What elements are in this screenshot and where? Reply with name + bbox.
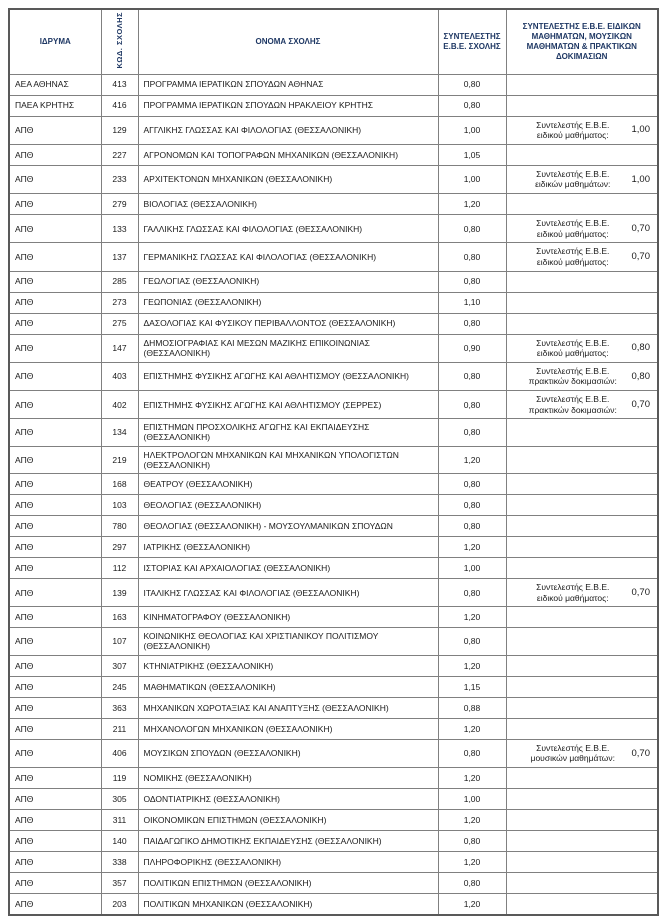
table-row bbox=[9, 215, 658, 243]
school-name-cell: ΜΗΧΑΝΟΛΟΓΩΝ ΜΗΧΑΝΙΚΩΝ (ΘΕΣΣΑΛΟΝΙΚΗ) bbox=[138, 718, 438, 739]
special-coefficient-wrap bbox=[512, 394, 653, 415]
institution-cell: ΑΠΘ bbox=[9, 334, 101, 362]
ebe-school-coefficient-cell: 1,20 bbox=[438, 446, 506, 473]
school-name-cell: ΓΕΩΠΟΝΙΑΣ (ΘΕΣΣΑΛΟΝΙΚΗ) bbox=[138, 292, 438, 313]
ebe-school-coefficient-cell: 1,20 bbox=[438, 655, 506, 676]
table-body bbox=[9, 74, 658, 915]
institution-cell: ΑΠΘ bbox=[9, 809, 101, 830]
school-name-cell: ΘΕΑΤΡΟΥ (ΘΕΣΣΑΛΟΝΙΚΗ) bbox=[138, 474, 438, 495]
table-row bbox=[9, 165, 658, 193]
special-coefficient-label: Συντελεστής Ε.Β.Ε. ειδικού μαθήματος: bbox=[536, 582, 610, 603]
header-school-name-label: ΟΝΟΜΑ ΣΧΟΛΗΣ bbox=[255, 36, 321, 46]
school-code-cell: 133 bbox=[101, 215, 138, 243]
school-name-cell: ΟΔΟΝΤΙΑΤΡΙΚΗΣ (ΘΕΣΣΑΛΟΝΙΚΗ) bbox=[138, 788, 438, 809]
ebe-special-coefficient-cell bbox=[506, 313, 658, 334]
header-institution bbox=[9, 9, 101, 74]
school-name-cell: ΜΑΘΗΜΑΤΙΚΩΝ (ΘΕΣΣΑΛΟΝΙΚΗ) bbox=[138, 676, 438, 697]
table-row bbox=[9, 607, 658, 628]
institution-cell: ΑΠΘ bbox=[9, 628, 101, 655]
special-coefficient-label: Συντελεστής Ε.Β.Ε. μουσικών μαθημάτων: bbox=[530, 742, 615, 764]
school-name-cell: ΓΕΡΜΑΝΙΚΗΣ ΓΛΩΣΣΑΣ ΚΑΙ ΦΙΛΟΛΟΓΙΑΣ (ΘΕΣΣΑΛΟΝΙΚΗ) bbox=[138, 243, 438, 271]
ebe-special-coefficient-cell bbox=[506, 809, 658, 830]
ebe-special-coefficient-cell bbox=[506, 495, 658, 516]
ebe-school-coefficient-cell: 0,80 bbox=[438, 495, 506, 516]
ebe-school-coefficient-cell: 0,80 bbox=[438, 95, 506, 116]
special-coefficient-value: 0,70 bbox=[631, 747, 650, 759]
institution-cell: ΑΠΘ bbox=[9, 165, 101, 193]
institution-cell: ΑΠΘ bbox=[9, 243, 101, 271]
header-school-name bbox=[138, 9, 438, 74]
special-coefficient-value: 0,70 bbox=[631, 586, 650, 598]
school-name-cell: ΠΡΟΓΡΑΜΜΑ ΙΕΡΑΤΙΚΩΝ ΣΠΟΥΔΩΝ ΗΡΑΚΛΕΙΟΥ ΚΡΗΤΗΣ bbox=[138, 95, 438, 116]
table-row bbox=[9, 446, 658, 473]
school-code-cell: 227 bbox=[101, 144, 138, 165]
special-coefficient-value: 0,70 bbox=[631, 398, 650, 410]
school-code-cell: 307 bbox=[101, 655, 138, 676]
institution-cell: ΑΠΘ bbox=[9, 718, 101, 739]
table-row bbox=[9, 474, 658, 495]
school-code-cell: 279 bbox=[101, 194, 138, 215]
school-code-cell: 103 bbox=[101, 495, 138, 516]
ebe-special-coefficient-cell bbox=[506, 893, 658, 915]
ebe-special-coefficient-cell bbox=[506, 362, 658, 390]
table-row bbox=[9, 739, 658, 767]
ebe-special-coefficient-cell bbox=[506, 830, 658, 851]
special-coefficient-wrap bbox=[512, 366, 653, 387]
ebe-special-coefficient-cell bbox=[506, 446, 658, 473]
special-coefficient-label: Συντελεστής Ε.Β.Ε. ειδικού μαθήματος: bbox=[536, 119, 610, 141]
school-code-cell: 211 bbox=[101, 718, 138, 739]
special-coefficient-label: Συντελεστής Ε.Β.Ε. ειδικού μαθήματος: bbox=[536, 246, 610, 267]
ebe-special-coefficient-cell bbox=[506, 537, 658, 558]
institution-cell: ΑΠΘ bbox=[9, 655, 101, 676]
table-row bbox=[9, 495, 658, 516]
ebe-special-coefficient-cell bbox=[506, 788, 658, 809]
school-code-cell: 129 bbox=[101, 116, 138, 144]
table-row bbox=[9, 676, 658, 697]
ebe-special-coefficient-cell bbox=[506, 391, 658, 419]
ebe-school-coefficient-cell: 0,80 bbox=[438, 243, 506, 271]
school-name-cell: ΜΟΥΣΙΚΩΝ ΣΠΟΥΔΩΝ (ΘΕΣΣΑΛΟΝΙΚΗ) bbox=[138, 739, 438, 767]
school-name-cell: ΒΙΟΛΟΓΙΑΣ (ΘΕΣΣΑΛΟΝΙΚΗ) bbox=[138, 194, 438, 215]
school-code-cell: 275 bbox=[101, 313, 138, 334]
table-row bbox=[9, 788, 658, 809]
school-name-cell: ΕΠΙΣΤΗΜΗΣ ΦΥΣΙΚΗΣ ΑΓΩΓΗΣ ΚΑΙ ΑΘΛΗΤΙΣΜΟΥ (ΣΕΡΡΕΣ) bbox=[138, 391, 438, 419]
ebe-special-coefficient-cell bbox=[506, 516, 658, 537]
school-code-cell: 168 bbox=[101, 474, 138, 495]
school-name-cell: ΕΠΙΣΤΗΜΩΝ ΠΡΟΣΧΟΛΙΚΗΣ ΑΓΩΓΗΣ ΚΑΙ ΕΚΠΑΙΔΕΥΣΗΣ (ΘΕΣΣΑΛΟΝΙΚΗ) bbox=[138, 419, 438, 446]
ebe-special-coefficient-cell bbox=[506, 144, 658, 165]
table-row bbox=[9, 893, 658, 915]
institution-cell: ΑΠΘ bbox=[9, 313, 101, 334]
table-row bbox=[9, 516, 658, 537]
institution-cell: ΑΠΘ bbox=[9, 362, 101, 390]
ebe-special-coefficient-cell bbox=[506, 116, 658, 144]
special-coefficient-wrap bbox=[512, 338, 653, 359]
school-name-cell: ΘΕΟΛΟΓΙΑΣ (ΘΕΣΣΑΛΟΝΙΚΗ) - ΜΟΥΣΟΥΛΜΑΝΙΚΩΝ ΣΠΟΥΔΩΝ bbox=[138, 516, 438, 537]
institution-cell: ΑΕΑ ΑΘΗΝΑΣ bbox=[9, 74, 101, 95]
ebe-school-coefficient-cell: 0,80 bbox=[438, 474, 506, 495]
institution-cell: ΑΠΘ bbox=[9, 537, 101, 558]
special-coefficient-wrap bbox=[512, 582, 653, 603]
header-institution-label: ΙΔΡΥΜΑ bbox=[39, 36, 71, 46]
school-name-cell: ΔΑΣΟΛΟΓΙΑΣ ΚΑΙ ΦΥΣΙΚΟΥ ΠΕΡΙΒΑΛΛΟΝΤΟΣ (ΘΕΣΣΑΛΟΝΙΚΗ) bbox=[138, 313, 438, 334]
school-name-cell: ΓΑΛΛΙΚΗΣ ΓΛΩΣΣΑΣ ΚΑΙ ΦΙΛΟΛΟΓΙΑΣ (ΘΕΣΣΑΛΟΝΙΚΗ) bbox=[138, 215, 438, 243]
ebe-school-coefficient-cell: 0,80 bbox=[438, 628, 506, 655]
ebe-school-coefficient-cell: 1,10 bbox=[438, 292, 506, 313]
institution-cell: ΑΠΘ bbox=[9, 116, 101, 144]
ebe-special-coefficient-cell bbox=[506, 74, 658, 95]
institution-cell: ΑΠΘ bbox=[9, 851, 101, 872]
ebe-school-coefficient-cell: 0,80 bbox=[438, 271, 506, 292]
school-name-cell: ΜΗΧΑΝΙΚΩΝ ΧΩΡΟΤΑΞΙΑΣ ΚΑΙ ΑΝΑΠΤΥΞΗΣ (ΘΕΣΣΑΛΟΝΙΚΗ) bbox=[138, 697, 438, 718]
school-code-cell: 134 bbox=[101, 419, 138, 446]
school-code-cell: 219 bbox=[101, 446, 138, 473]
table-row bbox=[9, 391, 658, 419]
institution-cell: ΑΠΘ bbox=[9, 391, 101, 419]
school-code-cell: 305 bbox=[101, 788, 138, 809]
institution-cell: ΑΠΘ bbox=[9, 292, 101, 313]
school-code-cell: 285 bbox=[101, 271, 138, 292]
school-code-cell: 140 bbox=[101, 830, 138, 851]
header-school-code-label: ΚΩΔ. ΣΧΟΛΗΣ bbox=[114, 12, 124, 69]
ebe-special-coefficient-cell bbox=[506, 419, 658, 446]
institution-cell: ΑΠΘ bbox=[9, 495, 101, 516]
ebe-special-coefficient-cell bbox=[506, 607, 658, 628]
institution-cell: ΑΠΘ bbox=[9, 194, 101, 215]
school-name-cell: ΠΟΛΙΤΙΚΩΝ ΕΠΙΣΤΗΜΩΝ (ΘΕΣΣΑΛΟΝΙΚΗ) bbox=[138, 872, 438, 893]
special-coefficient-wrap bbox=[512, 218, 653, 239]
school-code-cell: 163 bbox=[101, 607, 138, 628]
table-row bbox=[9, 697, 658, 718]
school-code-cell: 406 bbox=[101, 739, 138, 767]
ebe-school-coefficient-cell: 0,80 bbox=[438, 872, 506, 893]
header-ebe-special bbox=[506, 9, 658, 74]
institution-cell: ΑΠΘ bbox=[9, 558, 101, 579]
ebe-coefficients-table bbox=[8, 8, 659, 916]
institution-cell: ΑΠΘ bbox=[9, 697, 101, 718]
school-name-cell: ΚΙΝΗΜΑΤΟΓΡΑΦΟΥ (ΘΕΣΣΑΛΟΝΙΚΗ) bbox=[138, 607, 438, 628]
ebe-special-coefficient-cell bbox=[506, 194, 658, 215]
institution-cell: ΑΠΘ bbox=[9, 446, 101, 473]
special-coefficient-value: 0,70 bbox=[631, 251, 650, 263]
ebe-school-coefficient-cell: 1,05 bbox=[438, 144, 506, 165]
school-code-cell: 413 bbox=[101, 74, 138, 95]
ebe-special-coefficient-cell bbox=[506, 655, 658, 676]
ebe-special-coefficient-cell bbox=[506, 271, 658, 292]
school-name-cell: ΝΟΜΙΚΗΣ (ΘΕΣΣΑΛΟΝΙΚΗ) bbox=[138, 767, 438, 788]
institution-cell: ΠΑΕΑ ΚΡΗΤΗΣ bbox=[9, 95, 101, 116]
institution-cell: ΑΠΘ bbox=[9, 788, 101, 809]
table-row bbox=[9, 334, 658, 362]
ebe-special-coefficient-cell bbox=[506, 292, 658, 313]
special-coefficient-value: 0,80 bbox=[631, 342, 650, 354]
school-name-cell: ΠΛΗΡΟΦΟΡΙΚΗΣ (ΘΕΣΣΑΛΟΝΙΚΗ) bbox=[138, 851, 438, 872]
table-row bbox=[9, 851, 658, 872]
special-coefficient-wrap bbox=[512, 169, 653, 190]
ebe-school-coefficient-cell: 1,20 bbox=[438, 537, 506, 558]
school-name-cell: ΙΑΤΡΙΚΗΣ (ΘΕΣΣΑΛΟΝΙΚΗ) bbox=[138, 537, 438, 558]
institution-cell: ΑΠΘ bbox=[9, 271, 101, 292]
ebe-special-coefficient-cell bbox=[506, 243, 658, 271]
school-name-cell: ΔΗΜΟΣΙΟΓΡΑΦΙΑΣ ΚΑΙ ΜΕΣΩΝ ΜΑΖΙΚΗΣ ΕΠΙΚΟΙΝΩΝΙΑΣ (ΘΕΣΣΑΛΟΝΙΚΗ) bbox=[138, 334, 438, 362]
ebe-school-coefficient-cell: 1,20 bbox=[438, 809, 506, 830]
school-code-cell: 139 bbox=[101, 579, 138, 607]
special-coefficient-value: 1,00 bbox=[631, 124, 650, 136]
school-code-cell: 416 bbox=[101, 95, 138, 116]
ebe-school-coefficient-cell: 0,80 bbox=[438, 739, 506, 767]
school-name-cell: ΗΛΕΚΤΡΟΛΟΓΩΝ ΜΗΧΑΝΙΚΩΝ ΚΑΙ ΜΗΧΑΝΙΚΩΝ ΥΠΟΛΟΓΙΣΤΩΝ (ΘΕΣΣΑΛΟΝΙΚΗ) bbox=[138, 446, 438, 473]
school-name-cell: ΙΣΤΟΡΙΑΣ ΚΑΙ ΑΡΧΑΙΟΛΟΓΙΑΣ (ΘΕΣΣΑΛΟΝΙΚΗ) bbox=[138, 558, 438, 579]
school-code-cell: 137 bbox=[101, 243, 138, 271]
school-name-cell: ΑΡΧΙΤΕΚΤΟΝΩΝ ΜΗΧΑΝΙΚΩΝ (ΘΕΣΣΑΛΟΝΙΚΗ) bbox=[138, 165, 438, 193]
school-name-cell: ΙΤΑΛΙΚΗΣ ΓΛΩΣΣΑΣ ΚΑΙ ΦΙΛΟΛΟΓΙΑΣ (ΘΕΣΣΑΛΟΝΙΚΗ) bbox=[138, 579, 438, 607]
special-coefficient-value: 0,80 bbox=[631, 370, 650, 382]
school-code-cell: 357 bbox=[101, 872, 138, 893]
ebe-special-coefficient-cell bbox=[506, 851, 658, 872]
ebe-special-coefficient-cell bbox=[506, 579, 658, 607]
school-name-cell: ΚΟΙΝΩΝΙΚΗΣ ΘΕΟΛΟΓΙΑΣ ΚΑΙ ΧΡΙΣΤΙΑΝΙΚΟΥ ΠΟΛΙΤΙΣΜΟΥ (ΘΕΣΣΑΛΟΝΙΚΗ) bbox=[138, 628, 438, 655]
ebe-special-coefficient-cell bbox=[506, 739, 658, 767]
ebe-school-coefficient-cell: 0,80 bbox=[438, 391, 506, 419]
institution-cell: ΑΠΘ bbox=[9, 767, 101, 788]
table-row bbox=[9, 718, 658, 739]
ebe-school-coefficient-cell: 1,20 bbox=[438, 767, 506, 788]
institution-cell: ΑΠΘ bbox=[9, 676, 101, 697]
special-coefficient-wrap bbox=[512, 246, 653, 267]
ebe-school-coefficient-cell: 1,20 bbox=[438, 851, 506, 872]
ebe-school-coefficient-cell: 0,90 bbox=[438, 334, 506, 362]
institution-cell: ΑΠΘ bbox=[9, 419, 101, 446]
ebe-special-coefficient-cell bbox=[506, 558, 658, 579]
school-code-cell: 780 bbox=[101, 516, 138, 537]
ebe-school-coefficient-cell: 1,20 bbox=[438, 194, 506, 215]
ebe-school-coefficient-cell: 1,15 bbox=[438, 676, 506, 697]
school-code-cell: 311 bbox=[101, 809, 138, 830]
ebe-special-coefficient-cell bbox=[506, 474, 658, 495]
school-code-cell: 112 bbox=[101, 558, 138, 579]
table-row bbox=[9, 558, 658, 579]
special-coefficient-value: 1,00 bbox=[631, 173, 650, 185]
header-ebe-school-label: ΣΥΝΤΕΛΕΣΤΗΣ Ε.Β.Ε. ΣΧΟΛΗΣ bbox=[443, 31, 501, 51]
table-row bbox=[9, 116, 658, 144]
header-school-code bbox=[101, 9, 138, 74]
ebe-special-coefficient-cell bbox=[506, 334, 658, 362]
school-code-cell: 338 bbox=[101, 851, 138, 872]
table-row bbox=[9, 243, 658, 271]
table-row bbox=[9, 74, 658, 95]
table-header bbox=[9, 9, 658, 74]
school-code-cell: 147 bbox=[101, 334, 138, 362]
school-code-cell: 119 bbox=[101, 767, 138, 788]
school-name-cell: ΠΑΙΔΑΓΩΓΙΚΟ ΔΗΜΟΤΙΚΗΣ ΕΚΠΑΙΔΕΥΣΗΣ (ΘΕΣΣΑΛΟΝΙΚΗ) bbox=[138, 830, 438, 851]
table-row bbox=[9, 767, 658, 788]
ebe-school-coefficient-cell: 1,00 bbox=[438, 788, 506, 809]
ebe-special-coefficient-cell bbox=[506, 628, 658, 655]
special-coefficient-label: Συντελεστής Ε.Β.Ε. ειδικών μαθημάτων: bbox=[535, 168, 611, 190]
school-code-cell: 233 bbox=[101, 165, 138, 193]
school-name-cell: ΟΙΚΟΝΟΜΙΚΩΝ ΕΠΙΣΤΗΜΩΝ (ΘΕΣΣΑΛΟΝΙΚΗ) bbox=[138, 809, 438, 830]
school-name-cell: ΠΡΟΓΡΑΜΜΑ ΙΕΡΑΤΙΚΩΝ ΣΠΟΥΔΩΝ ΑΘΗΝΑΣ bbox=[138, 74, 438, 95]
ebe-special-coefficient-cell bbox=[506, 676, 658, 697]
school-code-cell: 273 bbox=[101, 292, 138, 313]
ebe-school-coefficient-cell: 0,80 bbox=[438, 419, 506, 446]
ebe-school-coefficient-cell: 0,80 bbox=[438, 215, 506, 243]
ebe-special-coefficient-cell bbox=[506, 215, 658, 243]
table-row bbox=[9, 809, 658, 830]
table-row bbox=[9, 830, 658, 851]
school-code-cell: 402 bbox=[101, 391, 138, 419]
institution-cell: ΑΠΘ bbox=[9, 739, 101, 767]
school-code-cell: 107 bbox=[101, 628, 138, 655]
table-row bbox=[9, 655, 658, 676]
ebe-school-coefficient-cell: 0,80 bbox=[438, 362, 506, 390]
header-ebe-school bbox=[438, 9, 506, 74]
table-row bbox=[9, 872, 658, 893]
table-row bbox=[9, 313, 658, 334]
school-name-cell: ΕΠΙΣΤΗΜΗΣ ΦΥΣΙΚΗΣ ΑΓΩΓΗΣ ΚΑΙ ΑΘΛΗΤΙΣΜΟΥ (ΘΕΣΣΑΛΟΝΙΚΗ) bbox=[138, 362, 438, 390]
institution-cell: ΑΠΘ bbox=[9, 830, 101, 851]
institution-cell: ΑΠΘ bbox=[9, 579, 101, 607]
institution-cell: ΑΠΘ bbox=[9, 474, 101, 495]
table-row bbox=[9, 579, 658, 607]
ebe-school-coefficient-cell: 0,80 bbox=[438, 313, 506, 334]
ebe-school-coefficient-cell: 1,00 bbox=[438, 165, 506, 193]
special-coefficient-label: Συντελεστής Ε.Β.Ε. ειδικού μαθήματος: bbox=[536, 337, 610, 359]
special-coefficient-label: Συντελεστής Ε.Β.Ε. πρακτικών δοκιμασιών: bbox=[528, 394, 617, 415]
header-ebe-special-label: ΣΥΝΤΕΛΕΣΤΗΣ Ε.Β.Ε. ΕΙΔΙΚΩΝ ΜΑΘΗΜΑΤΩΝ, ΜΟΥΣΙΚΩΝ ΜΑΘΗΜΑΤΩΝ & ΠΡΑΚΤΙΚΩΝ ΔΟΚΙΜΑΣΙΩΝ bbox=[522, 21, 641, 61]
institution-cell: ΑΠΘ bbox=[9, 893, 101, 915]
table-row bbox=[9, 144, 658, 165]
special-coefficient-wrap bbox=[512, 743, 653, 764]
ebe-special-coefficient-cell bbox=[506, 872, 658, 893]
school-name-cell: ΚΤΗΝΙΑΤΡΙΚΗΣ (ΘΕΣΣΑΛΟΝΙΚΗ) bbox=[138, 655, 438, 676]
ebe-school-coefficient-cell: 1,20 bbox=[438, 607, 506, 628]
school-code-cell: 403 bbox=[101, 362, 138, 390]
institution-cell: ΑΠΘ bbox=[9, 144, 101, 165]
institution-cell: ΑΠΘ bbox=[9, 215, 101, 243]
ebe-school-coefficient-cell: 1,20 bbox=[438, 718, 506, 739]
school-code-cell: 203 bbox=[101, 893, 138, 915]
table-row bbox=[9, 292, 658, 313]
ebe-school-coefficient-cell: 1,20 bbox=[438, 893, 506, 915]
table-row bbox=[9, 419, 658, 446]
ebe-special-coefficient-cell bbox=[506, 718, 658, 739]
ebe-school-coefficient-cell: 0,88 bbox=[438, 697, 506, 718]
ebe-special-coefficient-cell bbox=[506, 95, 658, 116]
institution-cell: ΑΠΘ bbox=[9, 516, 101, 537]
ebe-special-coefficient-cell bbox=[506, 767, 658, 788]
school-code-cell: 297 bbox=[101, 537, 138, 558]
table-row bbox=[9, 537, 658, 558]
table-row bbox=[9, 362, 658, 390]
ebe-school-coefficient-cell: 0,80 bbox=[438, 74, 506, 95]
institution-cell: ΑΠΘ bbox=[9, 872, 101, 893]
ebe-special-coefficient-cell bbox=[506, 697, 658, 718]
table-row bbox=[9, 194, 658, 215]
school-name-cell: ΘΕΟΛΟΓΙΑΣ (ΘΕΣΣΑΛΟΝΙΚΗ) bbox=[138, 495, 438, 516]
school-code-cell: 245 bbox=[101, 676, 138, 697]
ebe-school-coefficient-cell: 1,00 bbox=[438, 558, 506, 579]
school-name-cell: ΓΕΩΛΟΓΙΑΣ (ΘΕΣΣΑΛΟΝΙΚΗ) bbox=[138, 271, 438, 292]
table-row bbox=[9, 95, 658, 116]
special-coefficient-wrap bbox=[512, 120, 653, 141]
ebe-school-coefficient-cell: 0,80 bbox=[438, 830, 506, 851]
table-row bbox=[9, 271, 658, 292]
header-row bbox=[9, 9, 658, 74]
ebe-school-coefficient-cell: 0,80 bbox=[438, 516, 506, 537]
school-name-cell: ΑΓΓΛΙΚΗΣ ΓΛΩΣΣΑΣ ΚΑΙ ΦΙΛΟΛΟΓΙΑΣ (ΘΕΣΣΑΛΟΝΙΚΗ) bbox=[138, 116, 438, 144]
ebe-school-coefficient-cell: 1,00 bbox=[438, 116, 506, 144]
special-coefficient-label: Συντελεστής Ε.Β.Ε. πρακτικών δοκιμασιών: bbox=[528, 365, 617, 387]
school-name-cell: ΠΟΛΙΤΙΚΩΝ ΜΗΧΑΝΙΚΩΝ (ΘΕΣΣΑΛΟΝΙΚΗ) bbox=[138, 893, 438, 915]
special-coefficient-value: 0,70 bbox=[631, 222, 650, 234]
school-code-cell: 363 bbox=[101, 697, 138, 718]
table-row bbox=[9, 628, 658, 655]
special-coefficient-label: Συντελεστής Ε.Β.Ε. ειδικού μαθήματος: bbox=[536, 218, 610, 239]
school-name-cell: ΑΓΡΟΝΟΜΩΝ ΚΑΙ ΤΟΠΟΓΡΑΦΩΝ ΜΗΧΑΝΙΚΩΝ (ΘΕΣΣΑΛΟΝΙΚΗ) bbox=[138, 144, 438, 165]
ebe-special-coefficient-cell bbox=[506, 165, 658, 193]
institution-cell: ΑΠΘ bbox=[9, 607, 101, 628]
ebe-school-coefficient-cell: 0,80 bbox=[438, 579, 506, 607]
